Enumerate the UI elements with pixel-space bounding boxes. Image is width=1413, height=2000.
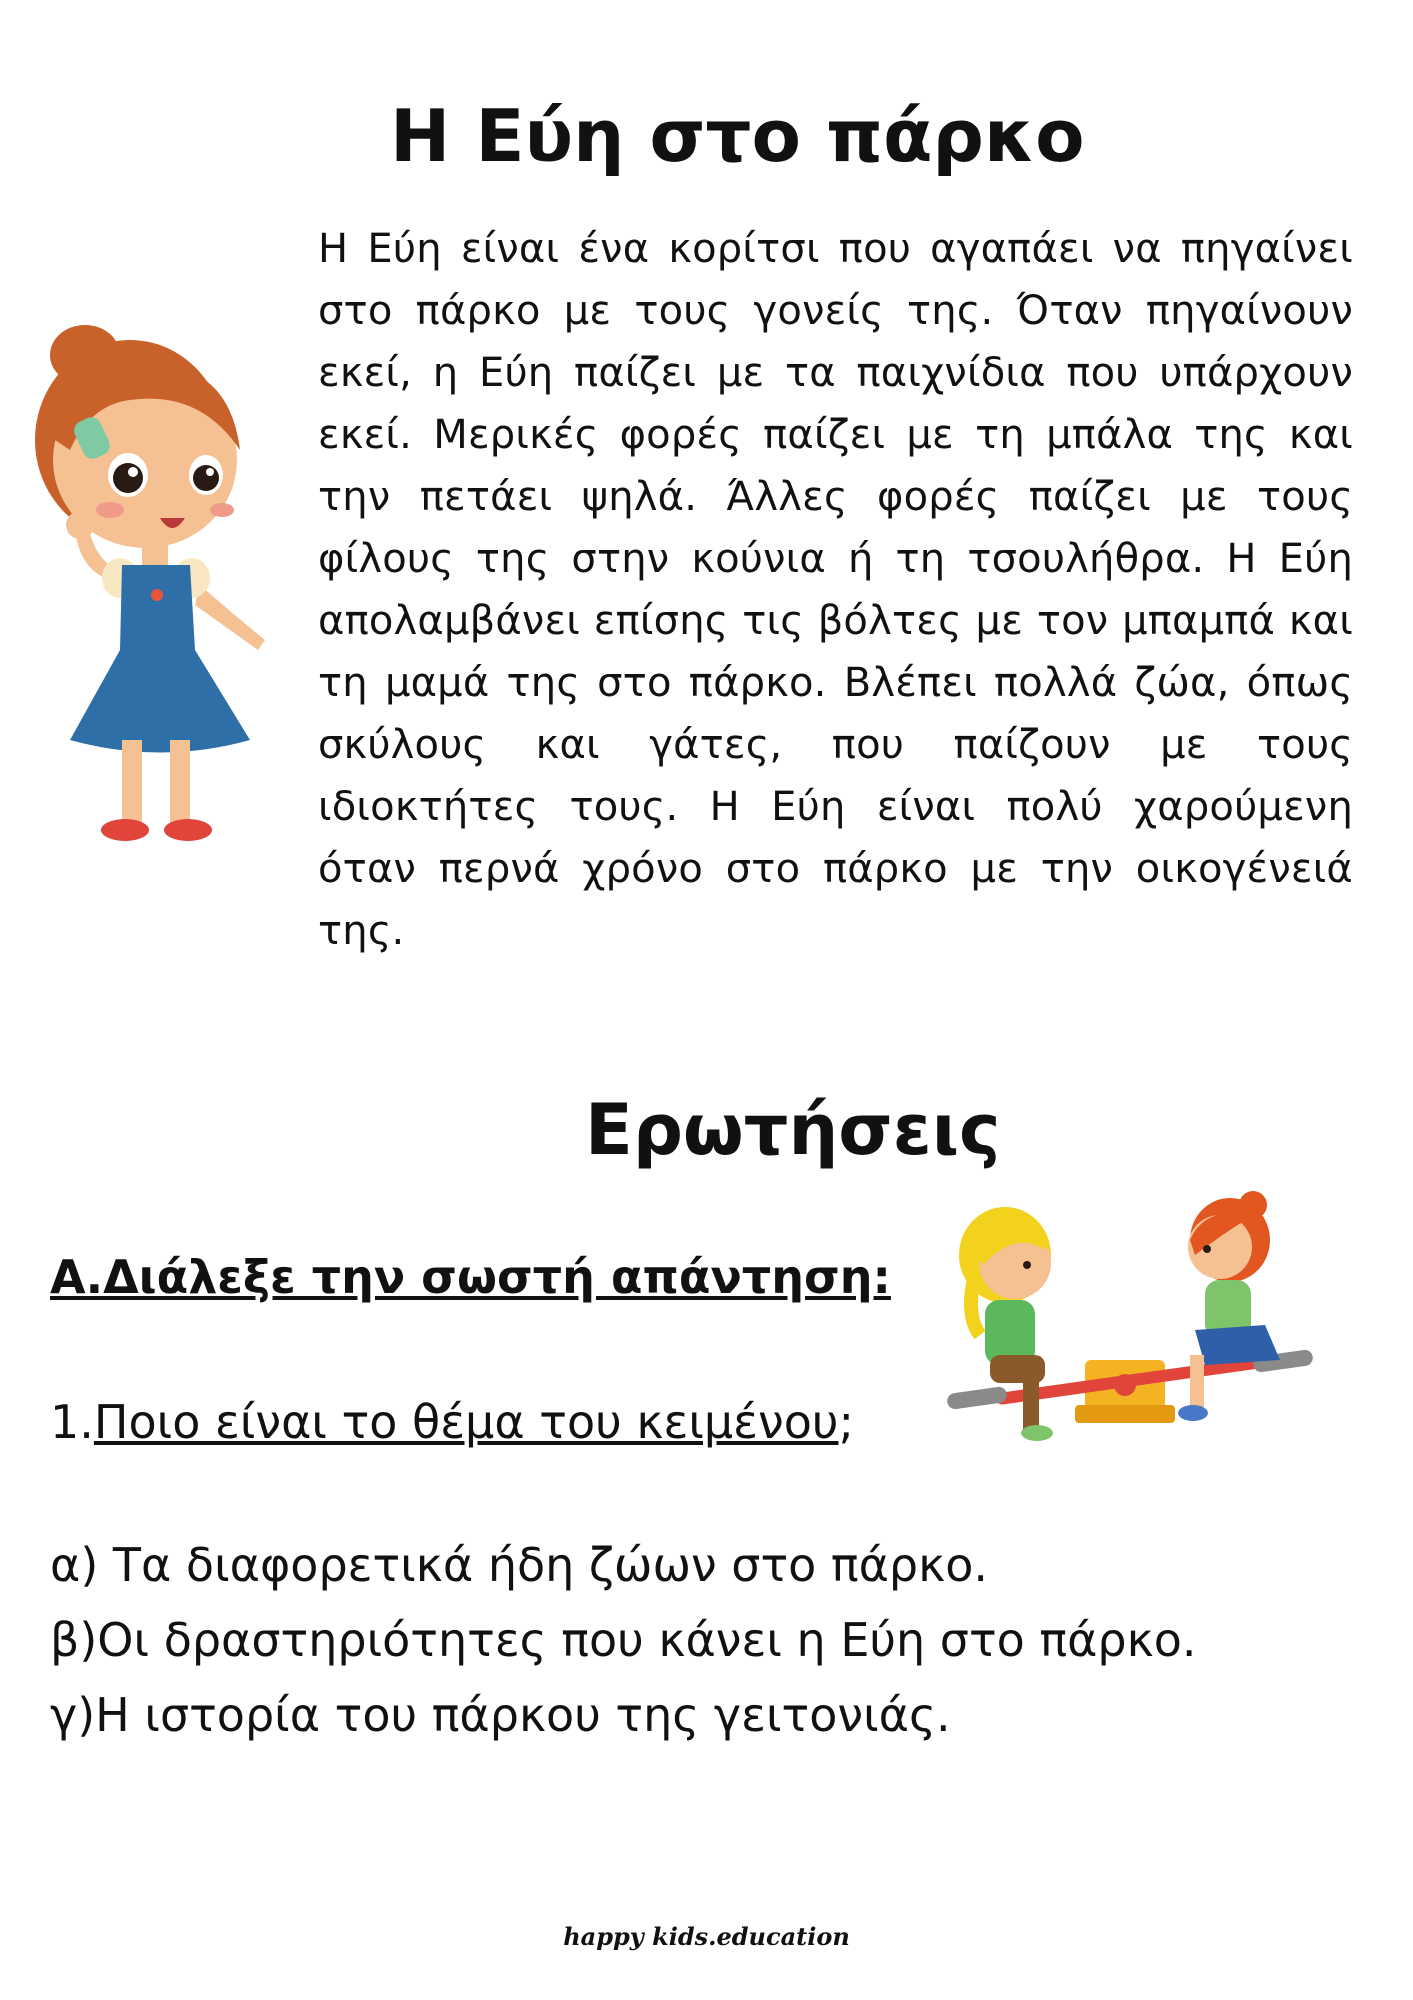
- question-1: [50, 1395, 854, 1449]
- option-b[interactable]: β)Οι δραστηριότητες που κάνει η Εύη στο πάρκο.: [50, 1613, 1197, 1667]
- girl-illustration: [10, 320, 280, 860]
- footer-brand: happy kids.education: [563, 1922, 850, 1951]
- option-c[interactable]: γ)Η ιστορία του πάρκου της γειτονιάς.: [50, 1688, 951, 1742]
- page-title: Η Εύη στο πάρκο: [390, 94, 1085, 178]
- answer-options: [50, 1528, 1197, 1753]
- story-paragraph: Η Εύη είναι ένα κορίτσι που αγαπάει να πηγαίνει στο πάρκο με τους γονείς της. Όταν πηγαίνουν εκεί, η Εύη παίζει με τα παιχνίδια που υπάρχουν εκεί. Μερικές φορές παίζει με τη μπάλα της και την πετάει ψηλά. Άλλες φορές παίζει με τους φίλους της στην κούνια ή τη τσουλήθρα. Η Εύη απολαμβάνει επίσης τις βόλτες με τον μπαμπά και τη μαμά της στο πάρκο. Βλέπει πολλά ζώα, όπως σκύλους και γάτες, που παίζουν με τους ιδιοκτήτες τους. Η Εύη είναι πολύ χαρούμενη όταν περνά χρόνο στο πάρκο με την οικογένειά της.: [318, 226, 1353, 954]
- seesaw-illustration: [935, 1185, 1330, 1460]
- question-number: 1.: [50, 1395, 94, 1449]
- questions-heading: Ερωτήσεις: [585, 1089, 1001, 1171]
- option-a[interactable]: α) Τα διαφορετικά ήδη ζώων στο πάρκο.: [50, 1538, 988, 1592]
- section-a-heading: Α.Διάλεξε την σωστή απάντηση:: [50, 1250, 891, 1304]
- question-text: Ποιο είναι το θέμα του κειμένου: [93, 1395, 839, 1449]
- question-mark: ;: [838, 1395, 854, 1449]
